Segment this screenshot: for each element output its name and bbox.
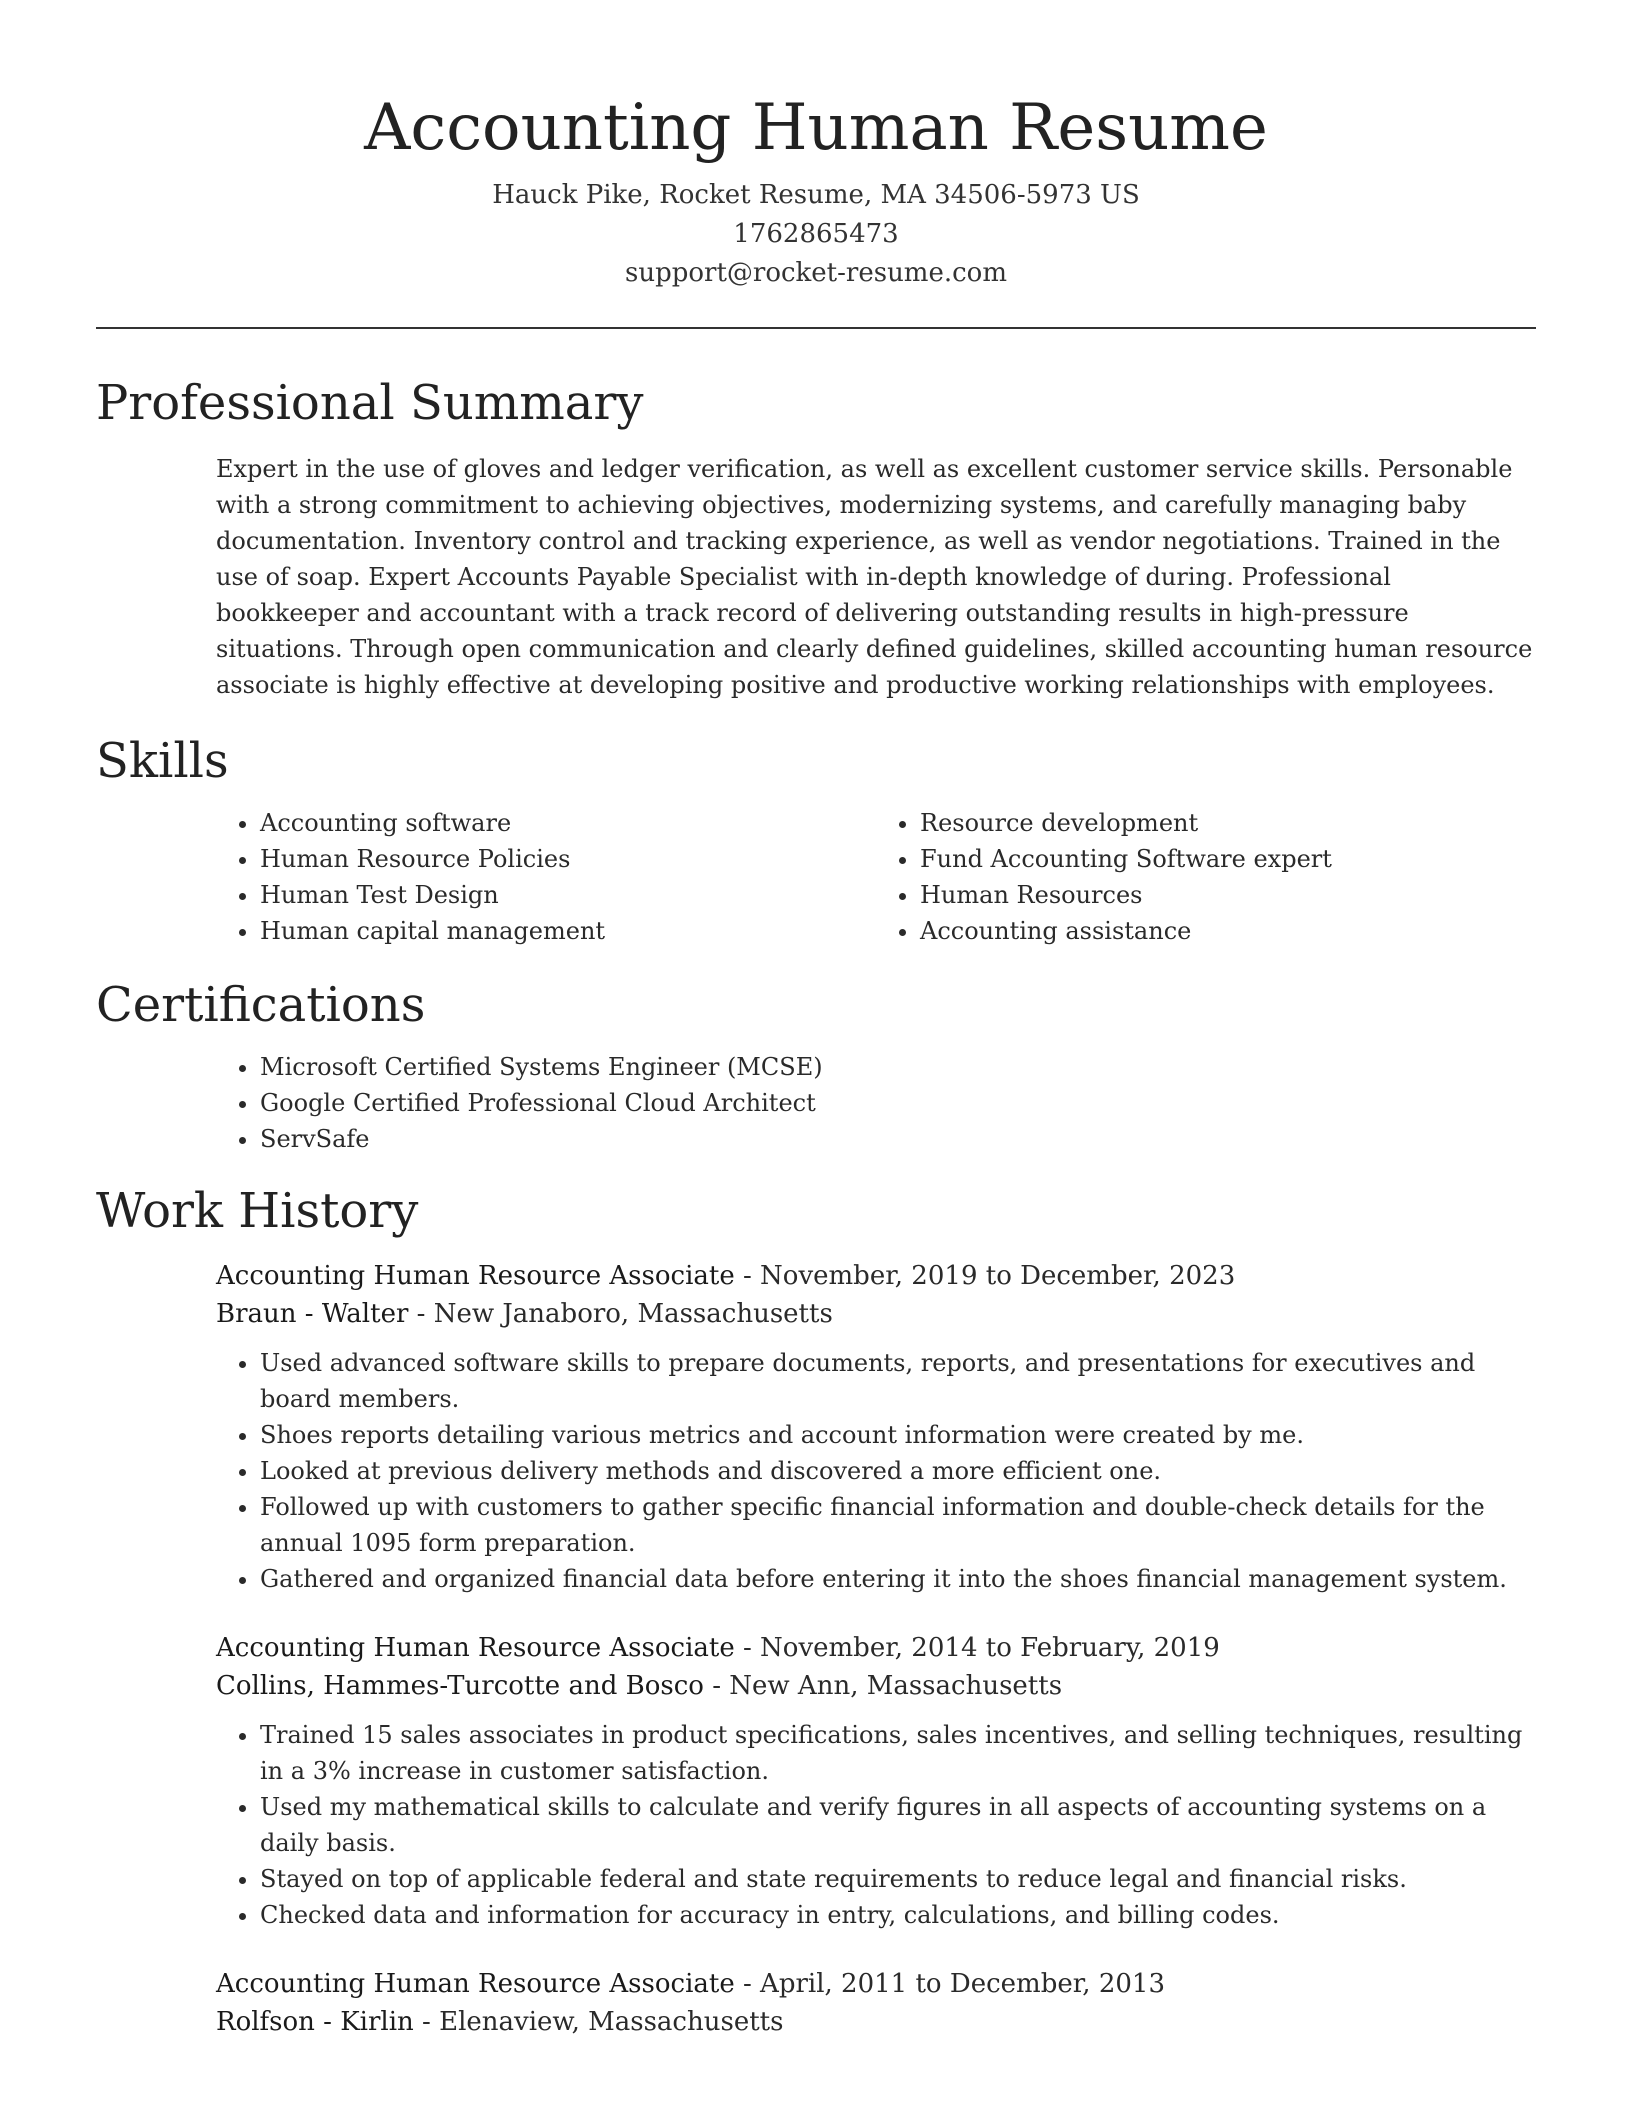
job-location: New Janaboro, Massachusetts <box>433 1299 833 1329</box>
job-company: Braun - Walter <box>216 1299 409 1329</box>
work-section <box>96 1179 1536 2041</box>
job-company-line: Braun - Walter - New Janaboro, Massachusetts <box>216 1299 833 1329</box>
job-bullet: • Used advanced software skills to prepare documents, reports, and presentations for executives and board members. <box>260 1345 1536 1417</box>
summary-section <box>96 371 1536 703</box>
skill-item: • Human Resources <box>920 877 1536 913</box>
job-title-line: Accounting Human Resource Associate - April, 2011 to December, 2013 <box>216 1969 1165 1999</box>
contact-phone: 1762865473 <box>733 219 899 249</box>
skills-grid <box>216 805 1536 949</box>
skill-item: • Accounting assistance <box>920 913 1536 949</box>
summary-body <box>216 451 1536 703</box>
job-bullet: • Looked at previous delivery methods and discovered a more efficient one. <box>260 1453 1536 1489</box>
job-company-line: Rolfson - Kirlin - Elenaview, Massachusetts <box>216 2007 784 2037</box>
work-body <box>216 1257 1536 2041</box>
resume-title: Accounting Human Resume <box>364 91 1268 165</box>
job-title-line: Accounting Human Resource Associate - November, 2014 to February, 2019 <box>216 1633 1220 1663</box>
job-bullets <box>216 1717 1536 1933</box>
skill-item: • Human Resource Policies <box>260 841 876 877</box>
job-entry <box>216 1257 1536 1597</box>
job-title: Accounting Human Resource Associate <box>216 1969 735 1999</box>
job-entry <box>216 1629 1536 1933</box>
skill-item: • Fund Accounting Software expert <box>920 841 1536 877</box>
certification-item: • Google Certified Professional Cloud Architect <box>260 1085 1536 1121</box>
certifications-heading: Certifications <box>96 977 426 1033</box>
skill-item: • Human capital management <box>260 913 876 949</box>
contact-email: support@rocket-resume.com <box>624 258 1007 288</box>
header-divider <box>96 327 1536 329</box>
job-company-line: Collins, Hammes-Turcotte and Bosco - New Ann, Massachusetts <box>216 1671 1063 1701</box>
job-bullet: • Used my mathematical skills to calculate and verify figures in all aspects of accounting systems on a daily basis. <box>260 1789 1536 1861</box>
job-title: Accounting Human Resource Associate <box>216 1261 735 1291</box>
job-dates: November, 2019 to December, 2023 <box>760 1261 1236 1291</box>
job-company: Rolfson - Kirlin <box>216 2007 414 2037</box>
contact-block <box>96 176 1536 293</box>
certification-item: • ServSafe <box>260 1121 1536 1157</box>
skills-heading: Skills <box>96 733 229 789</box>
job-entry <box>216 1965 1536 2041</box>
job-bullet: • Followed up with customers to gather specific financial information and double-check details for the annual 1095 form preparation. <box>260 1489 1536 1561</box>
skill-item: • Human Test Design <box>260 877 876 913</box>
certification-item: • Microsoft Certified Systems Engineer (MCSE) <box>260 1049 1536 1085</box>
skills-list-left <box>216 805 876 949</box>
job-title-line: Accounting Human Resource Associate - November, 2019 to December, 2023 <box>216 1261 1236 1291</box>
job-bullet: • Stayed on top of applicable federal and state requirements to reduce legal and financial risks. <box>260 1861 1536 1897</box>
job-bullet: • Gathered and organized financial data before entering it into the shoes financial management system. <box>260 1561 1536 1597</box>
job-bullet: • Trained 15 sales associates in product specifications, sales incentives, and selling techniques, resulting in a 3% increase in customer satisfaction. <box>260 1717 1536 1789</box>
job-bullet: • Shoes reports detailing various metrics and account information were created by me. <box>260 1417 1536 1453</box>
resume-page <box>96 0 1536 2073</box>
contact-address: Hauck Pike, Rocket Resume, MA 34506-5973 US <box>492 180 1140 210</box>
summary-heading: Professional Summary <box>96 375 644 431</box>
certifications-list <box>216 1049 1536 1157</box>
summary-text: Expert in the use of gloves and ledger verification, as well as excellent customer service skills. Personable with a strong commitment to achieving objectives, modernizing systems, and carefully managing baby documentation. Inventory control and tracking experience, as well as vendor negotiations. Trained in the use of soap. Expert Accounts Payable Specialist with in-depth knowledge of during. Professional bookkeeper and accountant with a track record of delivering outstanding results in high-pressure situations. Through open communication and clearly defined guidelines, skilled accounting human resource associate is highly effective at developing positive and productive working relationships with employees. <box>216 455 1533 699</box>
job-title: Accounting Human Resource Associate <box>216 1633 735 1663</box>
job-bullet: • Checked data and information for accuracy in entry, calculations, and billing codes. <box>260 1897 1536 1933</box>
job-dates: November, 2014 to February, 2019 <box>760 1633 1220 1663</box>
job-company: Collins, Hammes-Turcotte and Bosco <box>216 1671 704 1701</box>
work-heading: Work History <box>96 1183 419 1239</box>
skills-section <box>96 729 1536 949</box>
job-location: New Ann, Massachusetts <box>729 1671 1063 1701</box>
job-dates: April, 2011 to December, 2013 <box>760 1969 1165 1999</box>
skill-item: • Resource development <box>920 805 1536 841</box>
certifications-body <box>216 1049 1536 1157</box>
resume-header <box>96 0 1536 293</box>
job-location: Elenaview, Massachusetts <box>439 2007 784 2037</box>
certifications-section <box>96 973 1536 1157</box>
skill-item: • Accounting software <box>260 805 876 841</box>
skills-list-right <box>876 805 1536 949</box>
job-bullets <box>216 1345 1536 1597</box>
